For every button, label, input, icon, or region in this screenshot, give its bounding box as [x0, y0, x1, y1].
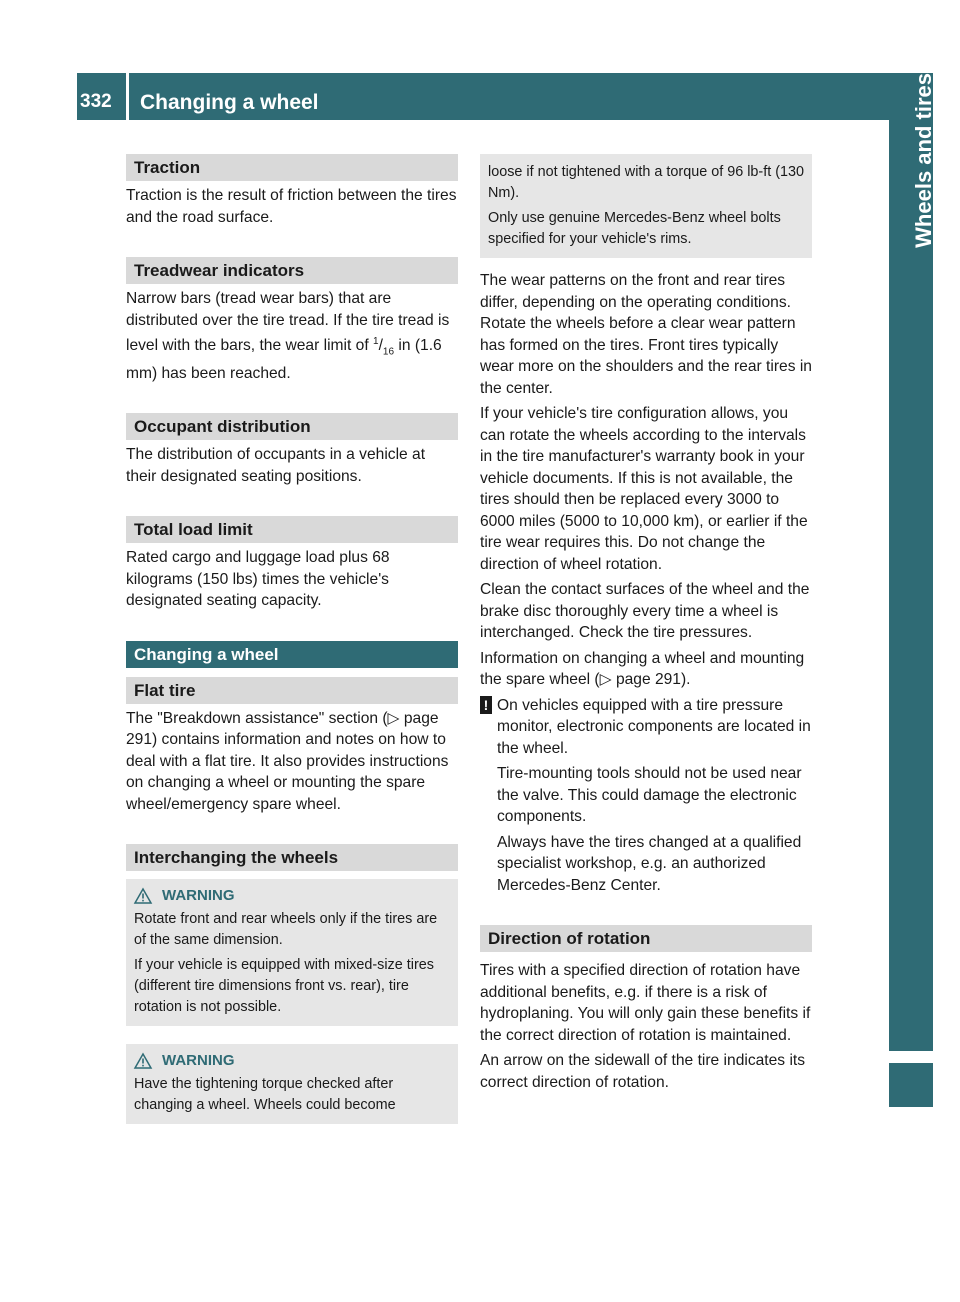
header-divider: [126, 73, 129, 120]
warning-label: WARNING: [162, 1052, 235, 1070]
body-paragraph: Clean the contact surfaces of the wheel and the brake disc thoroughly every time a wheel is interchanged. Check the tire pressures.: [480, 581, 810, 641]
body-paragraph: An arrow on the sidewall of the tire indicates its correct direction of rotation.: [480, 1052, 806, 1091]
section-heading-direction: Direction of rotation: [480, 925, 812, 952]
section-heading-traction: Traction: [126, 154, 458, 181]
side-marker: [889, 1063, 933, 1107]
warning-header: [134, 1052, 450, 1070]
section-heading-interchanging: Interchanging the wheels: [126, 844, 458, 871]
chapter-side-tab: [889, 73, 936, 1051]
page-number: 332: [80, 91, 112, 112]
section-heading-flat-tire: Flat tire: [126, 677, 458, 704]
body-paragraph: The wear patterns on the front and rear tires differ, depending on the operating conditions. Rotate the wheels before a clear wear pattern has formed on the tires. Front tires typically wear more on the shoulders and the rear tires in the center.: [480, 272, 812, 397]
right-column: [480, 154, 812, 1093]
note-block: [480, 695, 812, 897]
occupant-text: The distribution of occupants in a vehicle at their designated seating positions.: [126, 446, 426, 485]
warning-text: If your vehicle is equipped with mixed-size tires (different tire dimensions front vs. rear), tire rotation is not possible.: [134, 957, 434, 1016]
warning-text: loose if not tightened with a torque of 96 lb-ft (130 Nm).: [488, 164, 804, 201]
note-text: Always have the tires changed at a qualified specialist workshop, e.g. an authorized Mercedes-Benz Center.: [497, 833, 802, 894]
section-heading-total-load: Total load limit: [126, 516, 458, 543]
warning-box-continued: [480, 154, 812, 258]
chapter-side-tab-label: Wheels and tires: [911, 73, 936, 248]
left-column: [126, 154, 458, 1124]
warning-header: [134, 887, 450, 905]
warning-text: Rotate front and rear wheels only if the tires are of the same dimension.: [134, 911, 438, 949]
warning-text: Only use genuine Mercedes-Benz wheel bolts specified for your vehicle's rims.: [488, 210, 781, 247]
note-text: On vehicles equipped with a tire pressure monitor, electronic components are located in the wheel.: [497, 696, 811, 757]
exclamation-icon: !: [480, 696, 492, 714]
body-paragraph: Tires with a specified direction of rotation have additional benefits, e.g. if there is a risk of hydroplaning. You will only gain these benefits if the correct direction of rotation is maintained.: [480, 962, 811, 1044]
warning-box-1: [126, 879, 458, 1026]
warning-triangle-icon: [134, 888, 152, 904]
body-paragraph: If your vehicle's tire configuration allows, you can rotate the wheels according to the intervals in the tire manufacturer's warranty book in your vehicle documents. If this is not available, the tires should then be replaced every 3000 to 6000 miles (5000 to 10,000 km), or earlier if the tire wear requires this. Do not change the direction of wheel rotation.: [480, 405, 808, 573]
section-heading-treadwear: Treadwear indicators: [126, 257, 458, 284]
section-heading-changing-wheel: Changing a wheel: [126, 641, 458, 668]
warning-triangle-icon: [134, 1053, 152, 1069]
body-paragraph: Information on changing a wheel and mounting the spare wheel (▷ page 291).: [480, 649, 805, 688]
total-load-text: Rated cargo and luggage load plus 68 kilograms (150 lbs) times the vehicle's designated seating capacity.: [126, 549, 390, 610]
warning-label: WARNING: [162, 887, 235, 905]
note-text: Tire-mounting tools should not be used near the valve. This could damage the electronic components.: [497, 765, 802, 825]
flat-tire-text: The "Breakdown assistance" section (▷ page 291) contains information and notes on how to deal with a flat tire. It also provides instructions on changing a wheel or mounting the spare wheel/emergency spare wheel.: [126, 709, 449, 813]
section-heading-occupant: Occupant distribution: [126, 413, 458, 440]
warning-text: Have the tightening torque checked after changing a wheel. Wheels could become: [134, 1076, 396, 1114]
warning-box-2: [126, 1044, 458, 1124]
treadwear-text: Narrow bars (tread wear bars) that are distributed over the tire tread. If the tire tread is level with the bars, the wear limit of $^1/_{16}$ in (1.6 mm) has been reached.: [126, 290, 450, 382]
traction-text: Traction is the result of friction between the tires and the road surface.: [126, 187, 457, 226]
page-title: Changing a wheel: [140, 91, 319, 114]
